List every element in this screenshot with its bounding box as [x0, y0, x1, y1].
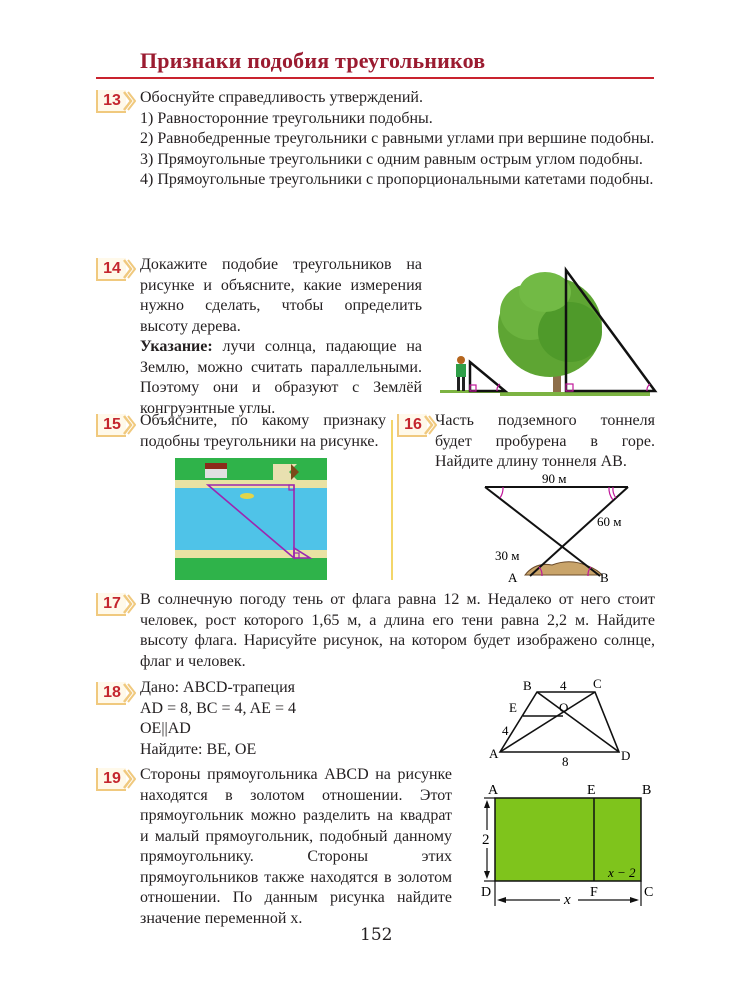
chevron-icon	[122, 258, 136, 280]
label-x-minus-2: x − 2	[608, 865, 636, 880]
problem-18-badge	[96, 682, 140, 704]
title-divider	[96, 77, 654, 79]
label-ad: 8	[562, 754, 569, 769]
label-30m: 30 м	[495, 548, 520, 563]
problem-number: 13	[96, 90, 126, 113]
problem-19-text	[140, 765, 452, 929]
problem-15-badge	[96, 414, 140, 436]
problem-number: 14	[96, 258, 126, 281]
problem-14-badge	[96, 258, 140, 280]
chevron-icon	[122, 414, 136, 436]
problem-17-text	[140, 590, 655, 672]
label-60m: 60 м	[597, 514, 622, 529]
point-e: E	[587, 783, 596, 798]
column-divider	[391, 420, 393, 580]
point-c: C	[644, 885, 654, 900]
point-a: A	[489, 746, 499, 761]
label-width: x	[564, 892, 571, 908]
problem-14-text	[140, 255, 422, 419]
problem-19-badge	[96, 768, 140, 790]
values-line: AD = 8, BC = 4, AE = 4	[140, 699, 296, 717]
page-title: Признаки подобия треугольников	[140, 48, 486, 73]
problem-17-badge	[96, 593, 140, 615]
label-height: 2	[482, 832, 490, 848]
chevron-icon	[122, 90, 136, 112]
problem-number: 19	[96, 768, 126, 791]
statement-2: 2) Равнобедренные треугольники с равными углами при вершине подобны.	[140, 130, 655, 147]
golden-rectangle-figure	[470, 778, 665, 910]
problem-number: 18	[96, 682, 126, 705]
problem-17-question: В солнечную погоду тень от флага равна 12 м. Недалеко от него стоит человек, рост которого 1,65 м, а длина его тени равна 2,2 м. Найдите высоту флага. Нарисуйте рисунок, на котором будет изображено солнце, флаг и человек.	[140, 591, 655, 670]
label-90m: 90 м	[542, 471, 567, 486]
point-e: E	[509, 700, 517, 715]
tree-shadow-figure	[440, 262, 660, 398]
find-line: Найдите: BE, OE	[140, 740, 257, 758]
trapezoid-figure	[480, 672, 650, 770]
statement-3: 3) Прямоугольные треугольники с одним равным острым углом подобны.	[140, 150, 643, 168]
problem-13-badge	[96, 90, 140, 112]
label-ae: 4	[502, 723, 509, 738]
hint-label: Указание:	[140, 338, 213, 355]
point-d: D	[481, 885, 492, 900]
parallel-line: OE||AD	[140, 720, 191, 737]
point-b: B	[600, 570, 609, 585]
point-a: A	[508, 570, 518, 585]
label-bc: 4	[560, 678, 567, 693]
point-c: C	[593, 676, 602, 691]
statement-4: 4) Прямоугольные треугольники с пропорциональными катетами подобны.	[140, 171, 654, 188]
hint-text: лучи солнца, падающие на Землю, можно считать параллельными. Поэтому они и образуют с Землёй конгруэнтные углы.	[140, 338, 422, 417]
problem-number: 16	[397, 414, 427, 437]
problem-13-intro: Обоснуйте справедливость утверждений.	[140, 89, 423, 106]
chevron-icon	[122, 682, 136, 704]
problem-number: 17	[96, 593, 126, 616]
tunnel-figure	[470, 470, 650, 585]
given-line: Дано: ABCD-трапеция	[140, 679, 296, 696]
problem-19-question: Стороны прямоугольника ABCD на рисунке находятся в золотом отношении. Этот прямоугольник можно разделить на квадрат и малый прямоугольник, подобный данному прямоугольнику. Стороны этих прямоугольников также находятся в золотом отношении. По данным рисунка найдите значение переменной x.	[140, 766, 452, 927]
point-o: O	[559, 700, 569, 715]
problem-16-text	[435, 411, 655, 473]
problem-15-question: Объясните, по какому признаку подобны треугольники на рисунке.	[140, 412, 386, 450]
problem-16-question: Часть подземного тоннеля будет пробурена в горе. Найдите длину тоннеля AB.	[435, 412, 655, 470]
problem-number: 15	[96, 414, 126, 437]
river-figure	[175, 458, 327, 580]
point-a: A	[488, 783, 499, 798]
chevron-icon	[122, 768, 136, 790]
problem-15-text	[140, 411, 386, 452]
point-b: B	[642, 783, 652, 798]
problem-13-text	[140, 88, 655, 191]
page-number: 152	[360, 925, 393, 945]
chevron-icon	[122, 593, 136, 615]
point-d: D	[621, 748, 631, 763]
point-b: B	[523, 678, 532, 693]
problem-18-text	[140, 678, 420, 760]
statement-1: 1) Равносторонние треугольники подобны.	[140, 109, 433, 127]
point-f: F	[590, 885, 598, 900]
problem-14-question: Докажите подобие треугольников на рисунке и объясните, какие измерения нужно сделать, чтобы определить высоту дерева.	[140, 256, 422, 335]
